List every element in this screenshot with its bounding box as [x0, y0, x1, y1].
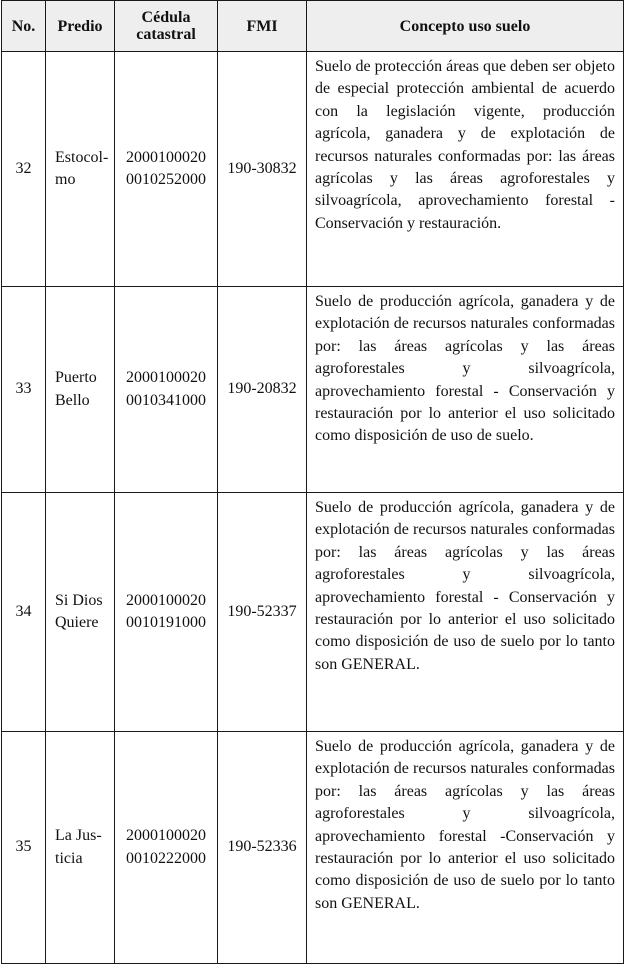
- cell-predio: [46, 287, 115, 493]
- cell-cedula: [115, 493, 218, 732]
- cell-cedula-line1: 2000100020: [126, 369, 206, 387]
- cell-predio-line1: La Jus-: [55, 827, 102, 845]
- cell-predio-line1: Puerto: [55, 369, 97, 387]
- cell-cedula-line1: 2000100020: [126, 827, 206, 845]
- cell-predio-line2: mo: [55, 171, 76, 188]
- cell-predio-line1: Si Dios: [55, 591, 103, 609]
- cell-cedula-line1: 2000100020: [126, 591, 206, 609]
- cell-predio-line2: Quiere: [55, 614, 99, 631]
- header-row: [2, 1, 624, 52]
- table-body: [2, 52, 624, 964]
- header-predio: Predio: [46, 1, 115, 52]
- cell-predio: [46, 52, 115, 287]
- cell-concepto: Suelo de protección áreas que deben ser objeto de especial protección ambiental de acuerdo con la legislación vigente, producción agrícola, ganadera y de explotación de recursos naturales conformadas por: las áreas agrícolas y las áreas agroforestales y silvoagrícola, aprovechamiento forestal -Conservación y restauración.: [307, 52, 624, 287]
- table-row: [2, 732, 624, 964]
- header-cedula-line2: catastral: [136, 26, 196, 43]
- cell-predio: [46, 493, 115, 732]
- cell-cedula-line2: 0010222000: [126, 849, 206, 867]
- cell-concepto: Suelo de producción agrícola, ganadera y de explotación de recursos naturales conformadas por: las áreas agrícolas y las áreas agroforestales y silvoagrícola, aprovechamiento forestal - Conservación y restauración por lo anterior el uso solicitado como disposición de uso de suelo.: [307, 287, 624, 493]
- header-fmi: FMI: [218, 1, 307, 52]
- cell-cedula-line2: 0010341000: [126, 391, 206, 409]
- cell-no: 32: [2, 52, 46, 287]
- cell-predio-line2: Bello: [55, 391, 90, 409]
- cell-cedula-line1: 2000100020: [126, 148, 206, 166]
- cell-no: 34: [2, 493, 46, 732]
- cell-predio-line1: Estocol-: [55, 148, 109, 166]
- cell-cedula: [115, 732, 218, 964]
- table-row: [2, 287, 624, 493]
- cell-no: 35: [2, 732, 46, 964]
- cell-cedula: [115, 287, 218, 493]
- land-use-table: [1, 0, 624, 964]
- cell-concepto: Suelo de producción agrícola, ganadera y de explotación de recursos naturales conformadas por: las áreas agrícolas y las áreas agroforestales y silvoagrícola, aprovechamiento forestal - Conservación y restauración por lo anterior el uso solicitado como disposición de uso de suelo por lo tanto son GENERAL.: [307, 493, 624, 732]
- cell-cedula: [115, 52, 218, 287]
- header-concepto: Concepto uso suelo: [307, 1, 624, 52]
- table-row: [2, 52, 624, 287]
- table-header: [2, 1, 624, 52]
- header-no: No.: [2, 1, 46, 52]
- cell-concepto: Suelo de producción agrícola, ganadera y de explotación de recursos naturales conformadas por: las áreas agrícolas y las áreas agroforestales y silvoagrícola, aprovechamiento forestal -Conservación y restauración por lo anterior el uso solicitado como disposición de uso de suelo por lo tanto son GENERAL.: [307, 732, 624, 964]
- cell-fmi: 190-30832: [218, 52, 307, 287]
- cell-fmi: 190-52336: [218, 732, 307, 964]
- cell-fmi: 190-52337: [218, 493, 307, 732]
- cell-cedula-line2: 0010191000: [126, 614, 206, 631]
- cell-predio-line2: ticia: [55, 849, 83, 867]
- cell-fmi: 190-20832: [218, 287, 307, 493]
- cell-cedula-line2: 0010252000: [126, 171, 206, 188]
- header-cedula-catastral: [115, 1, 218, 52]
- table-row: [2, 493, 624, 732]
- cell-no: 33: [2, 287, 46, 493]
- cell-predio: [46, 732, 115, 964]
- header-cedula-line1: Cédula: [141, 9, 191, 26]
